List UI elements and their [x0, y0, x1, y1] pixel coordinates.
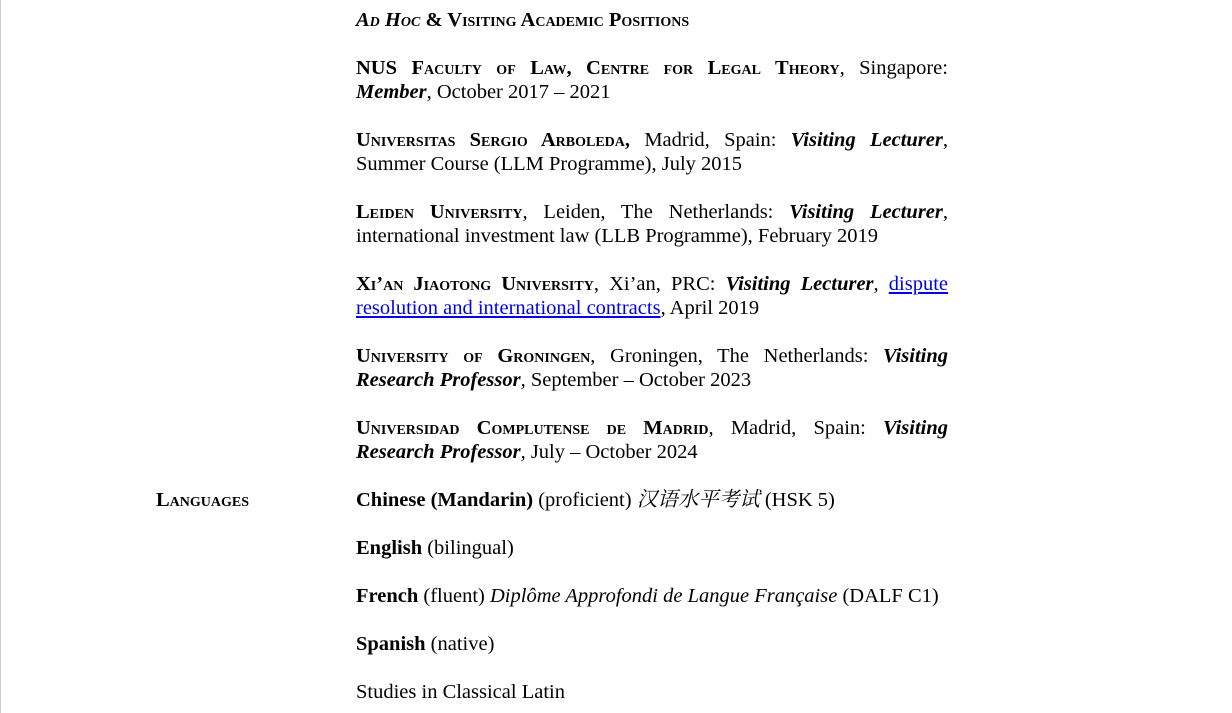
language-name: English: [356, 537, 423, 559]
language-level: (proficient): [533, 489, 637, 511]
language-level: (fluent): [418, 585, 490, 607]
location-text: , Xi’an, PRC:: [593, 273, 726, 295]
language-entry-spanish: [356, 632, 948, 656]
date-text: , October 2017 – 2021: [426, 81, 611, 103]
position-entry-sergio-arboleda: [356, 128, 948, 176]
section-heading-adhoc-visiting: [356, 8, 948, 32]
languages-label-text: Languages: [156, 489, 250, 511]
certificate-code: (HSK 5): [759, 489, 835, 511]
org-name: Universidad Complutense de Madrid: [356, 417, 709, 439]
language-entry-french: [356, 584, 948, 608]
language-name: Spanish: [356, 633, 426, 655]
position-entry-xian-jiaotong: [356, 272, 948, 320]
link-separator: ,: [873, 273, 889, 295]
location-text: , Singapore:: [839, 57, 948, 79]
role-title: Visiting Lecturer: [789, 201, 943, 223]
location-text: , Madrid, Spain:: [708, 417, 884, 439]
certificate-name: 汉语水平考试: [636, 489, 760, 511]
role-title: Visiting Research Professor: [356, 417, 948, 463]
org-name: Xi’an Jiaotong University: [356, 273, 594, 295]
position-entry-complutense: [356, 416, 948, 464]
org-name: University of Groningen: [356, 345, 591, 367]
heading-rest-text: & Visiting Academic Positions: [420, 9, 690, 31]
date-text: , international investment law (LLB Programme), February 2019: [356, 201, 949, 247]
language-entry-english: [356, 536, 948, 560]
role-title: Visiting Lecturer: [725, 273, 874, 295]
role-title: Visiting Lecturer: [790, 129, 943, 151]
languages-section-label: [156, 488, 249, 512]
note-classical-latin: [356, 680, 948, 704]
language-name: Chinese (Mandarin): [356, 489, 534, 511]
org-name: Leiden University: [356, 201, 523, 223]
dispute-resolution-link[interactable]: dispute resolution and international contracts: [356, 273, 948, 319]
language-level: (bilingual): [422, 537, 514, 559]
language-entry-chinese: [356, 488, 948, 512]
certificate-name: Diplôme Approfondi de Langue Française: [490, 585, 838, 607]
certificate-code: (DALF C1): [837, 585, 939, 607]
org-name: Universitas Sergio Arboleda,: [356, 129, 631, 151]
position-entry-groningen: [356, 344, 948, 392]
heading-adhoc-text: Ad Hoc: [356, 9, 421, 31]
position-entry-leiden: [356, 200, 948, 248]
position-entry-nus: [356, 56, 948, 104]
language-level: (native): [425, 633, 495, 655]
date-text: , April 2019: [660, 297, 760, 319]
note-text: Studies in Classical Latin: [356, 681, 565, 703]
location-text: , Groningen, The Netherlands:: [590, 345, 884, 367]
date-text: , September – October 2023: [520, 369, 752, 391]
org-name: NUS Faculty of Law, Centre for Legal Theory: [356, 57, 840, 79]
date-text: , July – October 2024: [520, 441, 698, 463]
content-column: [356, 8, 948, 704]
location-text: , Leiden, The Netherlands:: [522, 201, 790, 223]
role-title: Visiting Research Professor: [356, 345, 949, 391]
role-title: Member: [356, 81, 427, 103]
location-text: Madrid, Spain:: [630, 129, 791, 151]
language-name: French: [356, 585, 419, 607]
date-text: , Summer Course (LLM Programme), July 2015: [356, 129, 948, 175]
